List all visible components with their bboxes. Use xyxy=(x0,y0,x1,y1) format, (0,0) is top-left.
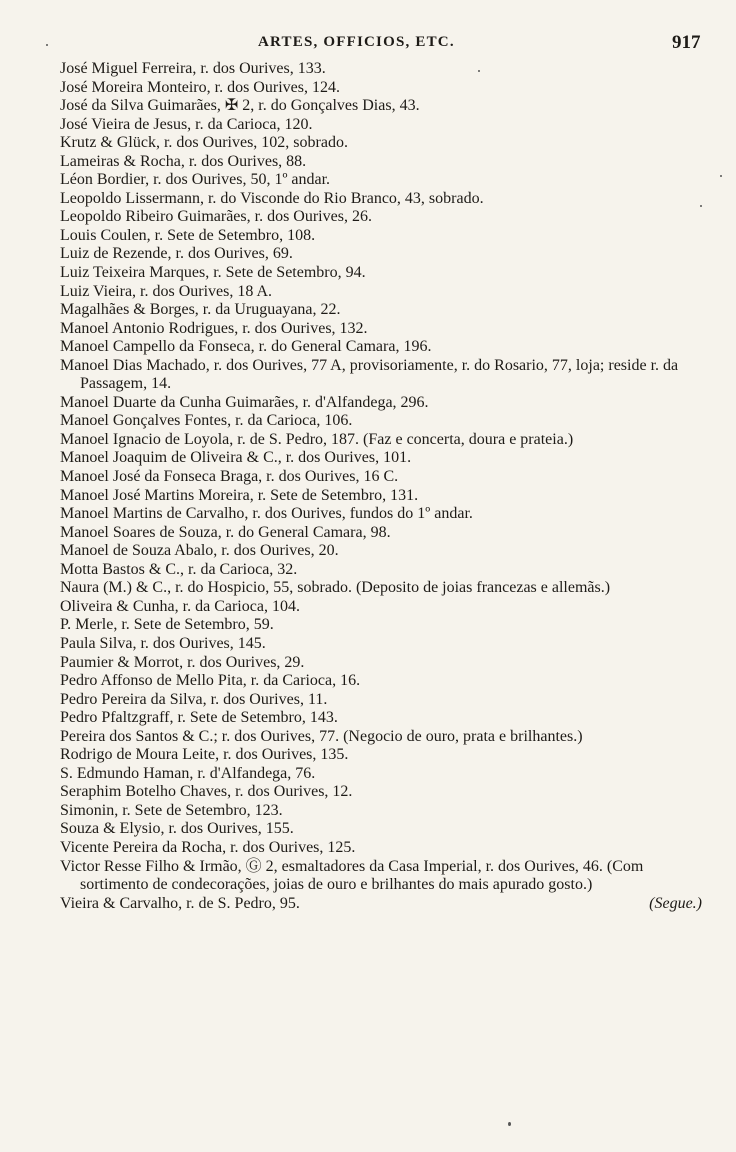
page-header xyxy=(0,34,736,58)
list-item: Magalhães & Borges, r. da Uruguayana, 22. xyxy=(60,301,341,319)
list-item: Pereira dos Santos & C.; r. dos Ourives, 77. (Negocio de ouro, prata e brilhantes.) xyxy=(60,727,583,745)
list-item: Seraphim Botelho Chaves, r. dos Ourives, 12. xyxy=(60,783,353,801)
list-item: José Moreira Monteiro, r. dos Ourives, 124. xyxy=(60,78,340,96)
list-item: Pedro Pfaltzgraff, r. Sete de Setembro, 143. xyxy=(60,709,338,727)
list-item: Naura (M.) & C., r. do Hospicio, 55, sobrado. (Deposito de joias francezas e allemãs.) xyxy=(60,579,611,597)
list-item: Victor Resse Filho & Irmão, Ⓖ 2, esmaltadores da Casa Imperial, r. dos Ourives, 46. (Com sortimento de condecorações, joias de ouro e brilhantes do mais apurado gosto.) xyxy=(60,857,644,894)
list-item: Leopoldo Lissermann, r. do Visconde do Rio Branco, 43, sobrado. xyxy=(60,189,484,207)
list-item: Manoel José da Fonseca Braga, r. dos Ourives, 16 C. xyxy=(60,468,399,486)
list-item: Manoel Dias Machado, r. dos Ourives, 77 A, provisoriamente, r. do Rosario, 77, loja; reside r. da Passagem, 14. xyxy=(60,356,679,393)
list-item: Luiz Vieira, r. dos Ourives, 18 A. xyxy=(60,282,273,300)
list-item: S. Edmundo Haman, r. d'Alfandega, 76. xyxy=(60,764,316,782)
list-item: Simonin, r. Sete de Setembro, 123. xyxy=(60,801,283,819)
list-item: Luiz de Rezende, r. dos Ourives, 69. xyxy=(60,245,293,263)
list-item: Oliveira & Cunha, r. da Carioca, 104. xyxy=(60,597,300,615)
list-item: Motta Bastos & C., r. da Carioca, 32. xyxy=(60,560,298,578)
list-item: Manoel Martins de Carvalho, r. dos Ourives, fundos do 1º andar. xyxy=(60,505,473,523)
list-item: Léon Bordier, r. dos Ourives, 50, 1º andar. xyxy=(60,171,331,189)
list-item: Louis Coulen, r. Sete de Setembro, 108. xyxy=(60,226,316,244)
list-item: Manoel Antonio Rodrigues, r. dos Ourives, 132. xyxy=(60,319,368,337)
list-item: Manoel Ignacio de Loyola, r. de S. Pedro, 187. (Faz e concerta, doura e prateia.) xyxy=(60,430,574,448)
list-item: Pedro Affonso de Mello Pita, r. da Carioca, 16. xyxy=(60,672,361,690)
list-item: José da Silva Guimarães, ✠ 2, r. do Gonçalves Dias, 43. xyxy=(60,97,420,115)
list-item: Manoel Gonçalves Fontes, r. da Carioca, 106. xyxy=(60,412,353,430)
page-number: 917 xyxy=(672,32,701,53)
list-item: Paula Silva, r. dos Ourives, 145. xyxy=(60,634,266,652)
list-item: Paumier & Morrot, r. dos Ourives, 29. xyxy=(60,653,305,671)
list-item: Luiz Teixeira Marques, r. Sete de Setembro, 94. xyxy=(60,264,366,282)
list-item: Lameiras & Rocha, r. dos Ourives, 88. xyxy=(60,152,307,170)
list-item: Pedro Pereira da Silva, r. dos Ourives, 11. xyxy=(60,690,328,708)
list-item: Vieira & Carvalho, r. de S. Pedro, 95. (Segue.) xyxy=(60,894,702,912)
list-item: Leopoldo Ribeiro Guimarães, r. dos Ourives, 26. xyxy=(60,208,372,226)
list-item: José Miguel Ferreira, r. dos Ourives, 133. xyxy=(60,60,326,77)
list-item: P. Merle, r. Sete de Setembro, 59. xyxy=(60,616,274,634)
list-item: Manoel Campello da Fonseca, r. do General Camara, 196. xyxy=(60,338,432,356)
list-item: José Vieira de Jesus, r. da Carioca, 120. xyxy=(60,115,313,133)
list-item: Krutz & Glück, r. dos Ourives, 102, sobrado. xyxy=(60,134,348,152)
list-item: Rodrigo de Moura Leite, r. dos Ourives, 135. xyxy=(60,746,349,764)
directory-list xyxy=(60,60,706,913)
list-item: Souza & Elysio, r. dos Ourives, 155. xyxy=(60,820,294,838)
list-item: Manoel Soares de Souza, r. do General Camara, 98. xyxy=(60,523,391,541)
list-item: Manoel José Martins Moreira, r. Sete de Setembro, 131. xyxy=(60,486,419,504)
list-item: Manoel Joaquim de Oliveira & C., r. dos Ourives, 101. xyxy=(60,449,412,467)
list-item: Vicente Pereira da Rocha, r. dos Ourives, 125. xyxy=(60,838,356,856)
list-item: Manoel de Souza Abalo, r. dos Ourives, 20. xyxy=(60,542,339,560)
list-item: Manoel Duarte da Cunha Guimarães, r. d'Alfandega, 296. xyxy=(60,393,429,411)
continuation-note: (Segue.) xyxy=(649,894,702,912)
section-title: ARTES, OFFICIOS, ETC. xyxy=(258,34,455,50)
